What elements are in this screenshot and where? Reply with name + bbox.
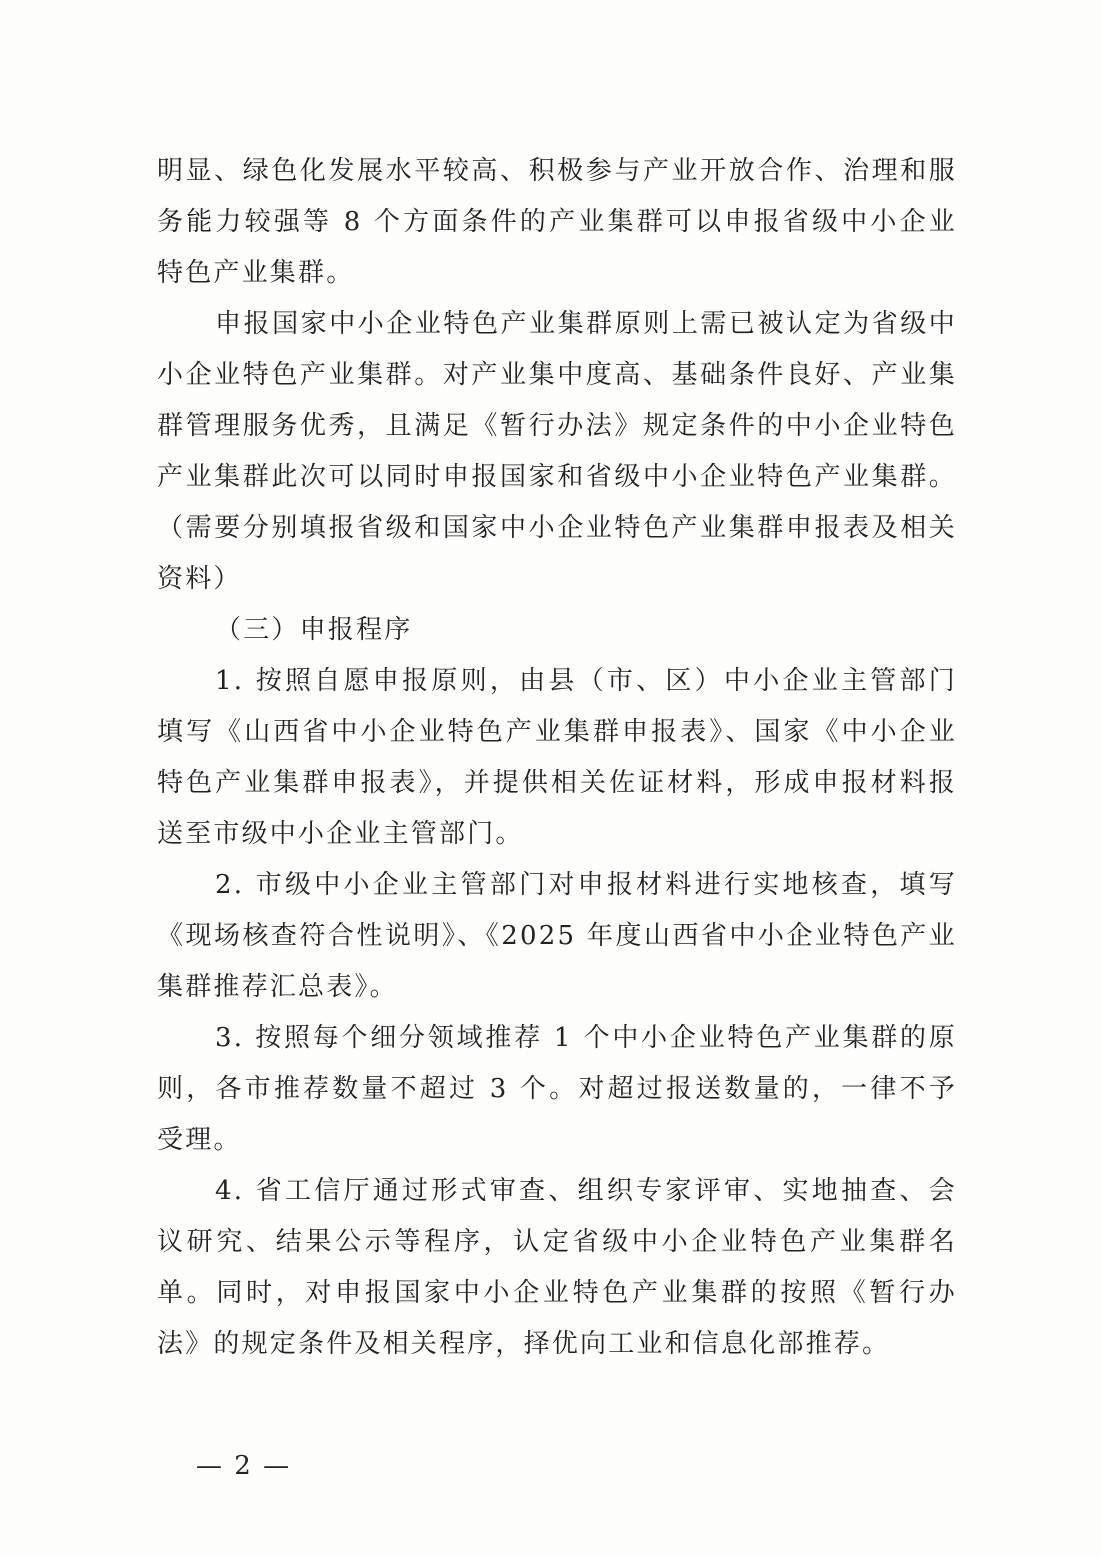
page-number: — 2 —: [196, 1451, 292, 1481]
procedure-step-3: 3. 按照每个细分领域推荐 1 个中小企业特色产业集群的原则，各市推荐数量不超过 3 个。对超过报送数量的，一律不予受理。: [157, 1023, 957, 1155]
procedure-step-1: 1. 按照自愿申报原则，由县（市、区）中小企业主管部门填写《山西省中小企业特色产业集群申报表》、国家《中小企业特色产业集群申报表》，并提供相关佐证材料，形成申报材料报送至市级中小企业主管部门。: [157, 666, 957, 849]
procedure-step-4: 4. 省工信厅通过形式审查、组织专家评审、实地抽查、会议研究、结果公示等程序，认定省级中小企业特色产业集群名单。同时，对申报国家中小企业特色产业集群的按照《暂行办法》的规定条件及相关程序，择优向工业和信息化部推荐。: [157, 1176, 957, 1359]
document-body: [157, 146, 957, 1370]
paragraph-continuation: 明显、绿色化发展水平较高、积极参与产业开放合作、治理和服务能力较强等 8 个方面条件的产业集群可以申报省级中小企业特色产业集群。: [157, 156, 957, 288]
procedure-step-2: 2. 市级中小企业主管部门对申报材料进行实地核查，填写《现场核查符合性说明》、《2025 年度山西省中小企业特色产业集群推荐汇总表》。: [157, 870, 957, 1002]
section-heading-application-procedure: （三）申报程序: [215, 615, 413, 645]
paragraph-national-cluster-requirement: 申报国家中小企业特色产业集群原则上需已被认定为省级中小企业特色产业集群。对产业集中度高、基础条件良好、产业集群管理服务优秀，且满足《暂行办法》规定条件的中小企业特色产业集群此次可以同时申报国家和省级中小企业特色产业集群。（需要分别填报省级和国家中小企业特色产业集群申报表及相关资料）: [157, 309, 957, 594]
